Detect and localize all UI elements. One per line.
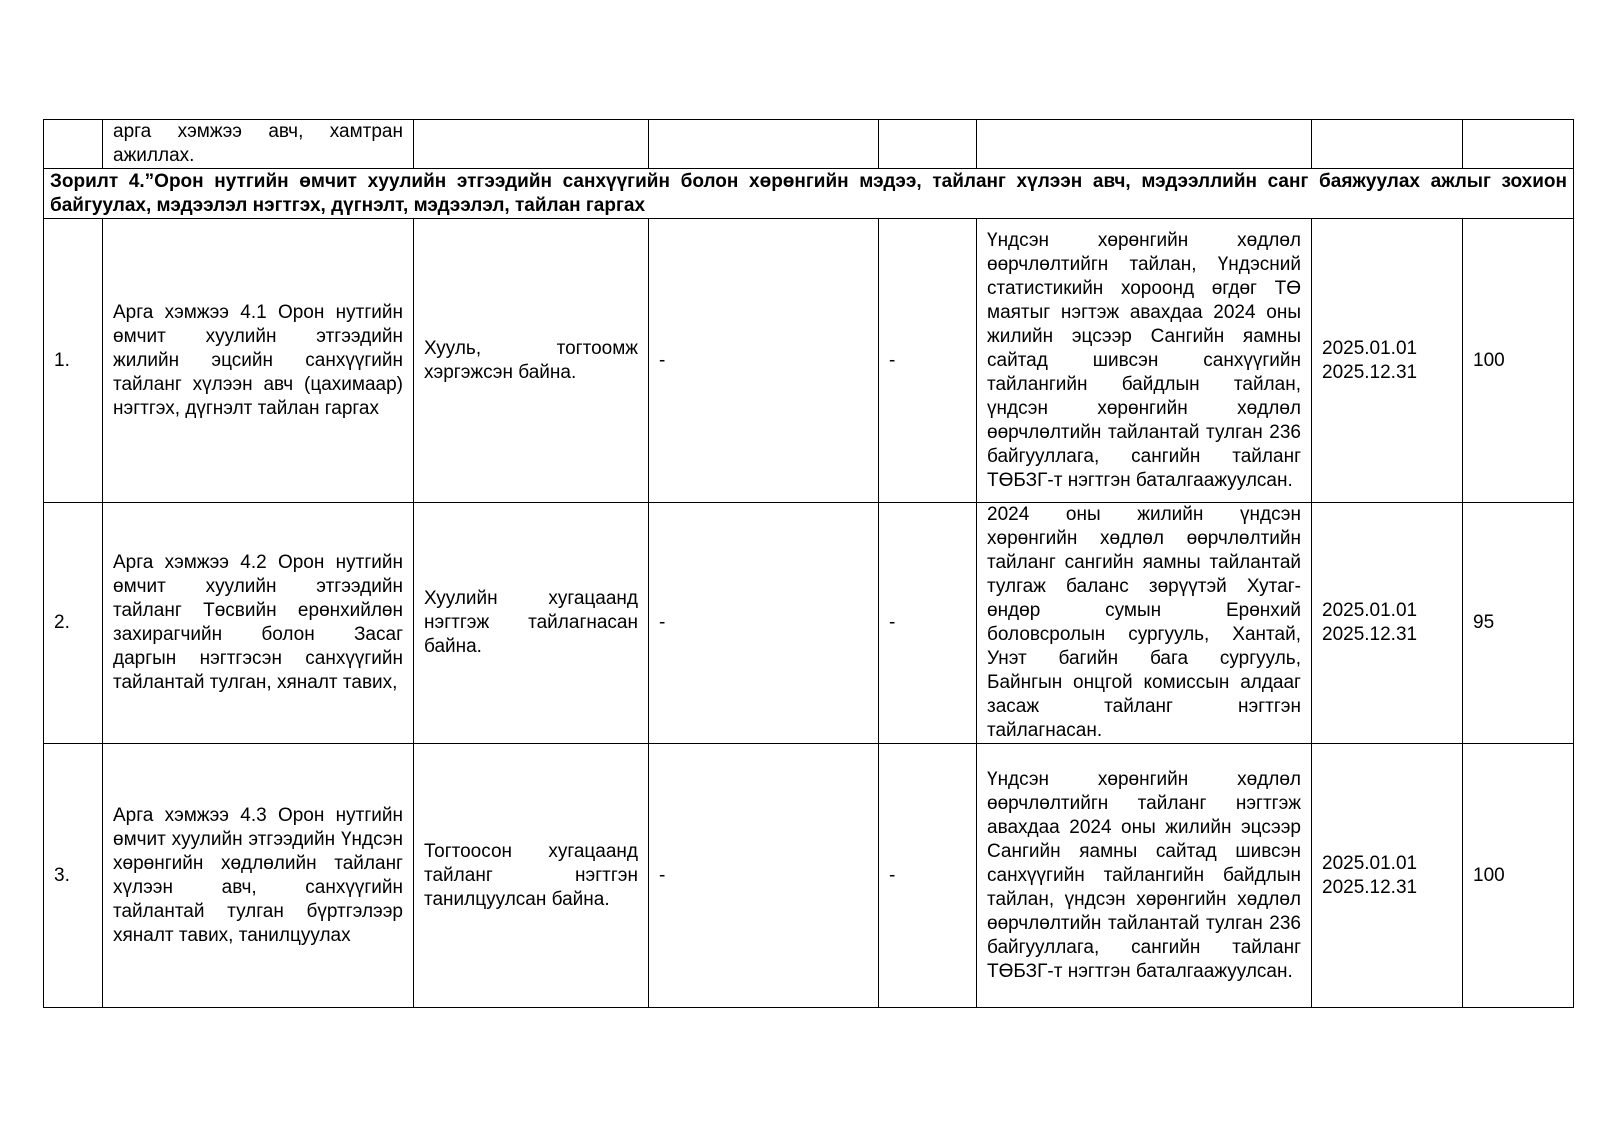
result-cell: 2024 оны жилийн үндсэн хөрөнгийн хөдлөл өөрчлөлтийн тайланг сангийн яамны тайлантай тулгаж баланс зөрүүтэй Хутаг-өндөр сумын Ерөнхий боловсролын сургууль, Хантай, Унэт багийн бага сургууль, Байнгын онцгой комиссын алдааг засаж тайланг нэгтгэн тайлагнасан. (977, 503, 1312, 744)
date-cell (1312, 744, 1463, 1008)
goal-row (44, 169, 1574, 219)
activity-cell: Арга хэмжээ 4.1 Орон нутгийн өмчит хуулийн этгээдийн жилийн эцсийн санхүүгийн тайланг хүлээн авч (цахимаар) нэгтгэх, дүгнэлт тайлан гаргах (103, 219, 414, 503)
activity-cell: Арга хэмжээ 4.2 Орон нутгийн өмчит хуулийн этгээдийн тайланг Төсвийн ерөнхийлөн захирагчийн болон Засаг даргын нэгтгэсэн санхүүгийн тайлантай тулган, хяналт тавих, (103, 503, 414, 744)
row-number: 1. (44, 219, 103, 503)
goal-heading: Зорилт 4.”Орон нутгийн өмчит хуулийн этгээдийн санхүүгийн болон хөрөнгийн мэдээ, тайланг хүлээн авч, мэдээллийн санг баяжуулах ажлыг зохион байгуулах, мэдээлэл нэгтгэх, дүгнэлт, мэдээлэл, тайлан гаргах (44, 169, 1574, 219)
result-cell: Үндсэн хөрөнгийн хөдлөл өөрчлөлтийгн тайланг нэгтгэж авахдаа 2024 оны жилийн эцсээр Сангийн яамны сайтад шивсэн санхүүгийн тайлангийн байдлын тайлан, үндсэн хөрөнгийн хөдлөл өөрчлөлтийн тайлантай тулган 236 байгууллага, сангийн тайланг ТӨБЗГ-т нэгтгэн баталгаажуулсан. (977, 744, 1312, 1008)
date-cell (1312, 503, 1463, 744)
empty-dash-cell: - (879, 503, 977, 744)
table-row (44, 503, 1574, 744)
date-start: 2025.01.01 (1322, 337, 1418, 359)
empty-dash-cell: - (649, 503, 879, 744)
continued-cell (879, 120, 977, 169)
date-start: 2025.01.01 (1322, 600, 1418, 621)
continued-activity-cell: арга хэмжээ авч, хамтран ажиллах. (103, 120, 414, 169)
continued-cell (414, 120, 649, 169)
continued-row (44, 120, 1574, 169)
score-cell: 100 (1463, 744, 1574, 1008)
result-cell: Үндсэн хөрөнгийн хөдлөл өөрчлөлтийгн тайлан, Үндэсний статистикийн хороонд өгдөг ТӨ маятыг нэгтэж авахдаа 2024 оны жилийн эцсээр Сангийн яамны сайтад шивсэн санхүүгийн тайлангийн байдлын тайлан, үндсэн хөрөнгийн хөдлөл өөрчлөлтийн тайлантай тулган 236 байгууллага, сангийн тайланг ТӨБЗГ-т нэгтгэн баталгаажуулсан. (977, 219, 1312, 503)
continued-cell (977, 120, 1312, 169)
date-start: 2025.01.01 (1322, 852, 1418, 874)
plan-report-table (43, 119, 1574, 1008)
continued-cell (1463, 120, 1574, 169)
score-cell: 95 (1463, 503, 1574, 744)
activity-cell: Арга хэмжээ 4.3 Орон нутгийн өмчит хуулийн этгээдийн Үндсэн хөрөнгийн хөдлөлийн тайланг хүлээн авч, санхүүгийн тайлантай тулган бүртгэлээр хяналт тавих, танилцуулах (103, 744, 414, 1008)
indicator-cell: Тогтоосон хугацаанд тайланг нэгтгэн танилцуулсан байна. (414, 744, 649, 1008)
empty-dash-cell: - (879, 219, 977, 503)
table-row (44, 744, 1574, 1008)
document-page (43, 119, 1573, 1008)
date-end: 2025.12.31 (1322, 361, 1418, 383)
empty-dash-cell: - (879, 744, 977, 1008)
indicator-cell: Хуулийн хугацаанд нэгтгэж тайлагнасан байна. (414, 503, 649, 744)
continued-number-cell (44, 120, 103, 169)
empty-dash-cell: - (649, 744, 879, 1008)
score-cell: 100 (1463, 219, 1574, 503)
indicator-cell: Хууль, тогтоомж хэргэжсэн байна. (414, 219, 649, 503)
empty-dash-cell: - (649, 219, 879, 503)
row-number: 2. (44, 503, 103, 744)
date-end: 2025.12.31 (1322, 624, 1418, 645)
continued-cell (649, 120, 879, 169)
table-row (44, 219, 1574, 503)
row-number: 3. (44, 744, 103, 1008)
date-cell (1312, 219, 1463, 503)
continued-cell (1312, 120, 1463, 169)
date-end: 2025.12.31 (1322, 876, 1418, 898)
